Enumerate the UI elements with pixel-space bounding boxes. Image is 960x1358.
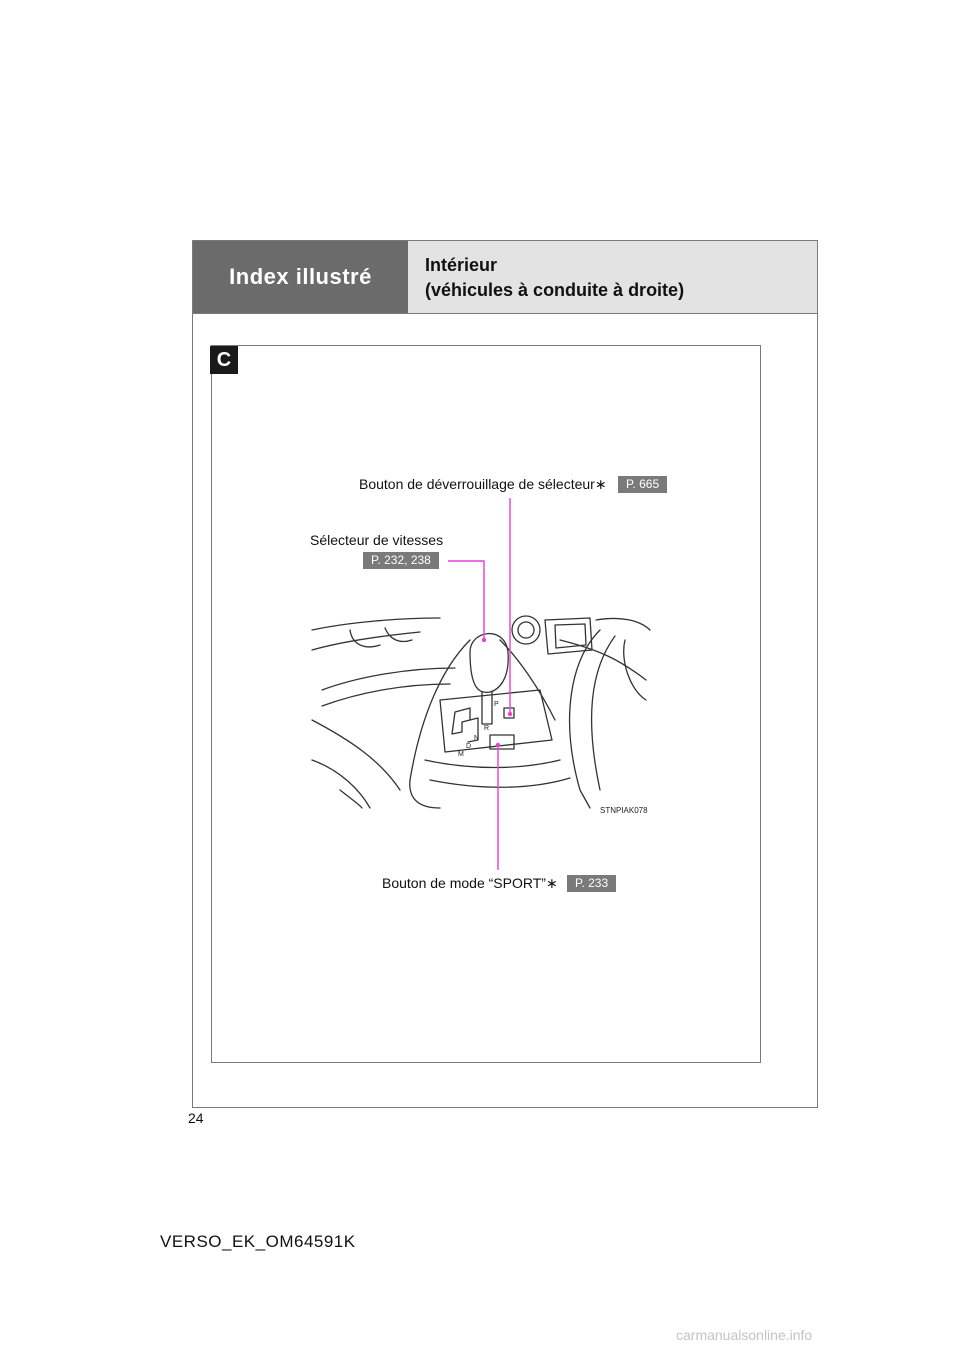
sport-button-label: Bouton de mode “SPORT”∗ <box>382 875 558 891</box>
gear-letter-p: P <box>494 701 499 708</box>
watermark: carmanualsonline.info <box>676 1327 813 1343</box>
page-title-line-1: Intérieur <box>425 255 498 275</box>
release-button-label: Bouton de déverrouillage de sélecteur∗ <box>359 476 607 492</box>
gear-letter-m: M <box>458 751 464 758</box>
footnote-asterisk-icon: ∗ <box>594 476 607 492</box>
illustration-code: STNPIAK078 <box>600 806 648 815</box>
gear-letter-d: D <box>466 743 472 750</box>
section-marker: C <box>210 346 238 374</box>
shift-lever-label: Sélecteur de vitesses <box>310 532 444 548</box>
gear-letter-n: N <box>474 735 480 742</box>
section-tab: Index illustré <box>193 241 408 313</box>
gear-letter-r: R <box>484 725 490 732</box>
footnote-asterisk-icon: ∗ <box>545 875 558 891</box>
document-code: VERSO_EK_OM64591K <box>160 1232 356 1251</box>
page-number: 24 <box>188 1110 204 1126</box>
page-title-line-2: (véhicules à conduite à droite) <box>425 280 685 300</box>
release-button-page-ref[interactable]: P. 665 <box>618 476 667 493</box>
shift-lever-page-ref[interactable]: P. 232, 238 <box>363 552 439 569</box>
shift-lever-leader <box>448 561 484 640</box>
sport-button-page-ref[interactable]: P. 233 <box>567 875 616 892</box>
